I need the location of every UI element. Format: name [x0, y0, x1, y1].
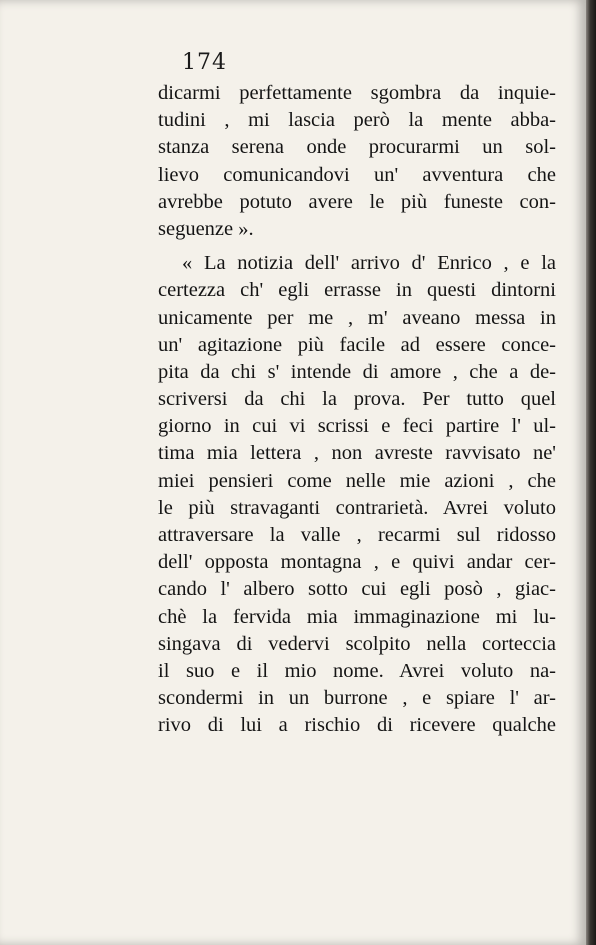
text-line: certezza ch' egli errasse in questi dintorni: [158, 279, 556, 302]
text-line: tima mia lettera , non avreste ravvisato ne': [158, 442, 556, 465]
text-line: rivo di lui a rischio di ricevere qualche: [158, 714, 556, 737]
text-line: scriversi da chi la prova. Per tutto quel: [158, 388, 556, 411]
text-line: dicarmi perfettamente sgombra da inquie-: [158, 82, 556, 104]
text-line: avrebbe potuto avere le più funeste con-: [158, 190, 556, 213]
text-line: cando l' albero sotto cui egli posò , giac-: [158, 578, 556, 601]
paragraph-2: [158, 250, 556, 739]
text-line: unicamente per me , m' aveano messa in: [158, 306, 556, 329]
text-line: scondermi in un burrone , e spiare l' ar-: [158, 687, 556, 710]
text-line: giorno in cui vi scrissi e feci partire l' ul-: [158, 415, 556, 438]
text-line: un' agitazione più facile ad essere conce-: [158, 333, 556, 356]
text-line: singava di vedervi scolpito nella corteccia: [158, 632, 556, 655]
text-line: dell' opposta montagna , e quivi andar cer-: [158, 551, 556, 574]
text-line: tudini , mi lascia però la mente abba-: [158, 109, 556, 132]
text-line: le più stravaganti contrarietà. Avrei voluto: [158, 496, 556, 519]
page-number: 174: [182, 50, 227, 75]
text-line: il suo e il mio nome. Avrei voluto na-: [158, 659, 556, 682]
text-line: « La notizia dell' arrivo d' Enrico , e la: [182, 252, 556, 275]
text-line: pita da chi s' intende di amore , che a de-: [158, 360, 556, 383]
text-line: lievo comunicandovi un' avventura che: [158, 163, 556, 186]
page-text: [158, 80, 556, 740]
book-edge: [586, 0, 596, 945]
text-line: stanza serena onde procurarmi un sol-: [158, 136, 556, 159]
text-line: attraversare la valle , recarmi sul ridosso: [158, 524, 556, 546]
text-line: seguenze ».: [158, 217, 254, 240]
text-line: miei pensieri come nelle mie azioni , che: [158, 469, 556, 492]
paragraph-1: [158, 80, 556, 243]
text-line: chè la fervida mia immaginazione mi lu-: [158, 605, 556, 628]
